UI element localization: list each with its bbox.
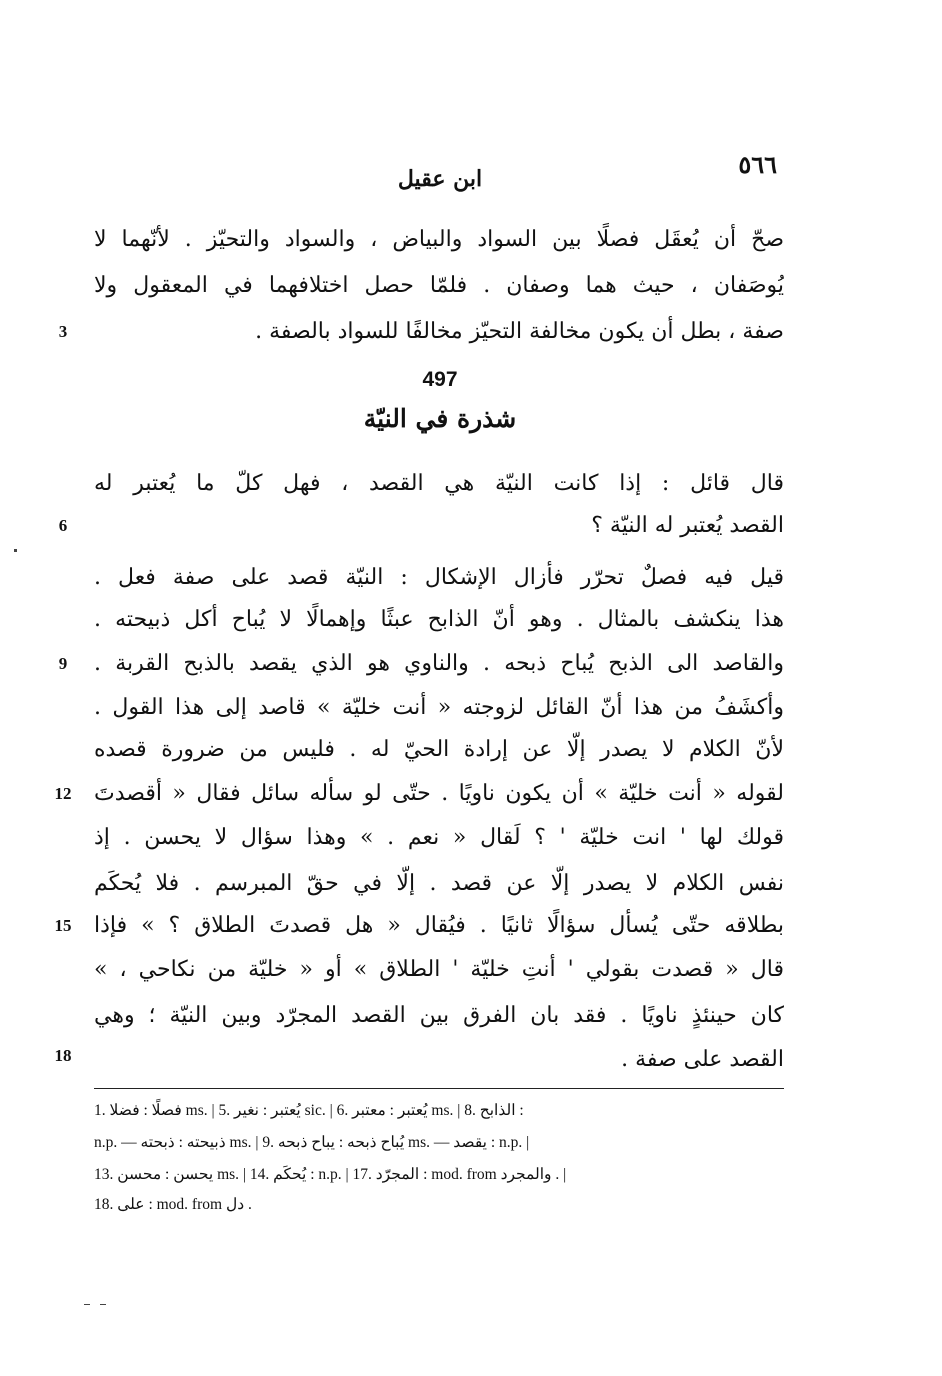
line-number: 6 (58, 516, 68, 535)
body-line: القصد يُعتبر له النيّة ؟ (591, 513, 784, 538)
line-number: 18 (54, 1046, 72, 1065)
body-line: صحّ أن يُعقَل فصلًا بين السواد والبياض ، والسواد والتحيّز . لأنّهما لا (94, 227, 784, 252)
note-line: n.p. — ذبيحته : ذبحته ms. | 9. يُباح ذبحه : يباح ذبحه ms. — يقصد : n.p. | (94, 1134, 530, 1151)
body-line: بطلاقه حتّى يُسأل سؤالًا ثانيًا . فيُقال « هل قصدتَ الطلاق ؟ » فإذا (94, 913, 784, 938)
body-line: يُوصَفان ، حيث هما وصفان . فلمّا حصل اختلافهما في المعقول ولا (94, 273, 784, 298)
body-line: صفة ، بطل أن يكون مخالفة التحيّز مخالفًا للسواد بالصفة . (255, 319, 784, 344)
body-line: القصد على صفة . (621, 1047, 784, 1072)
body-line: قال قائل : إذا كانت النيّة هي القصد ، فهل كلّ ما يُعتبر له (94, 471, 784, 496)
note-line: 13. يحسن : محسن ms. | 14. يُحكَم : n.p. | 17. المجرّد : mod. from والمجرد . | (94, 1166, 567, 1183)
line-number: 15 (54, 916, 72, 935)
note-line: 18. على : mod. from دل . (94, 1196, 252, 1213)
scan-speck (84, 1304, 90, 1305)
body-line: والقاصد الى الذبح يُباح ذبحه . والناوي هو الذي يقصد بالذبح القربة . (94, 651, 784, 676)
note-line: 1. فصلًا : فضلا ms. | 5. يُعتبر : نغير sic. | 6. يُعتبر : معتبر ms. | 8. الذابح : (94, 1102, 524, 1119)
section-title: شذرة في النيّة (363, 404, 517, 433)
section-number: 497 (422, 368, 458, 391)
scan-speck (100, 1304, 106, 1305)
body-line: وأكشَفُ من هذا أنّ القائل لزوجته « أنت خليّة » قاصد إلى هذا القول . (94, 695, 784, 720)
body-line: قال « قصدت بقولي ' أنتِ خليّة ' الطلاق » أو « خليّة من نكاحي ، » (94, 957, 784, 982)
body-line: لأنّ الكلام لا يصدر إلّا عن إرادة الحيّ له . فليس من ضرورة قصده (94, 737, 784, 762)
line-number: 3 (58, 322, 68, 341)
body-line: نفس الكلام لا يصدر إلّا عن قصد . إلّا في حقّ المبرسم . فلا يُحكَم (94, 871, 784, 896)
line-number: 9 (58, 654, 68, 673)
line-number: 12 (54, 784, 72, 803)
footnote-rule (94, 1088, 784, 1089)
page-number: ٥٦٦ (738, 150, 777, 179)
body-line: هذا ينكشف بالمثال . وهو أنّ الذابح عبثًا وإهمالًا لا يُباح أكل ذبيحته . (94, 607, 784, 632)
scan-speck (14, 549, 17, 552)
running-head: ابن عقيل (397, 166, 483, 192)
body-line: لقوله « أنت خليّة » أن يكون ناويًا . حتّى لو سأله سائل فقال « أقصدتَ (94, 781, 784, 806)
body-line: قيل فيه فصلٌ تحرّر فأزال الإشكال : النيّة قصد على صفة فعل . (94, 565, 784, 590)
body-line: كان حينئذٍ ناويًا . فقد بان الفرق بين القصد المجرّد وبين النيّة ؛ وهي (94, 1003, 784, 1028)
body-line: قولك لها ' انت خليّة ' ؟ لَقال « نعم . » وهذا سؤال لا يحسن . إذ (94, 825, 784, 850)
